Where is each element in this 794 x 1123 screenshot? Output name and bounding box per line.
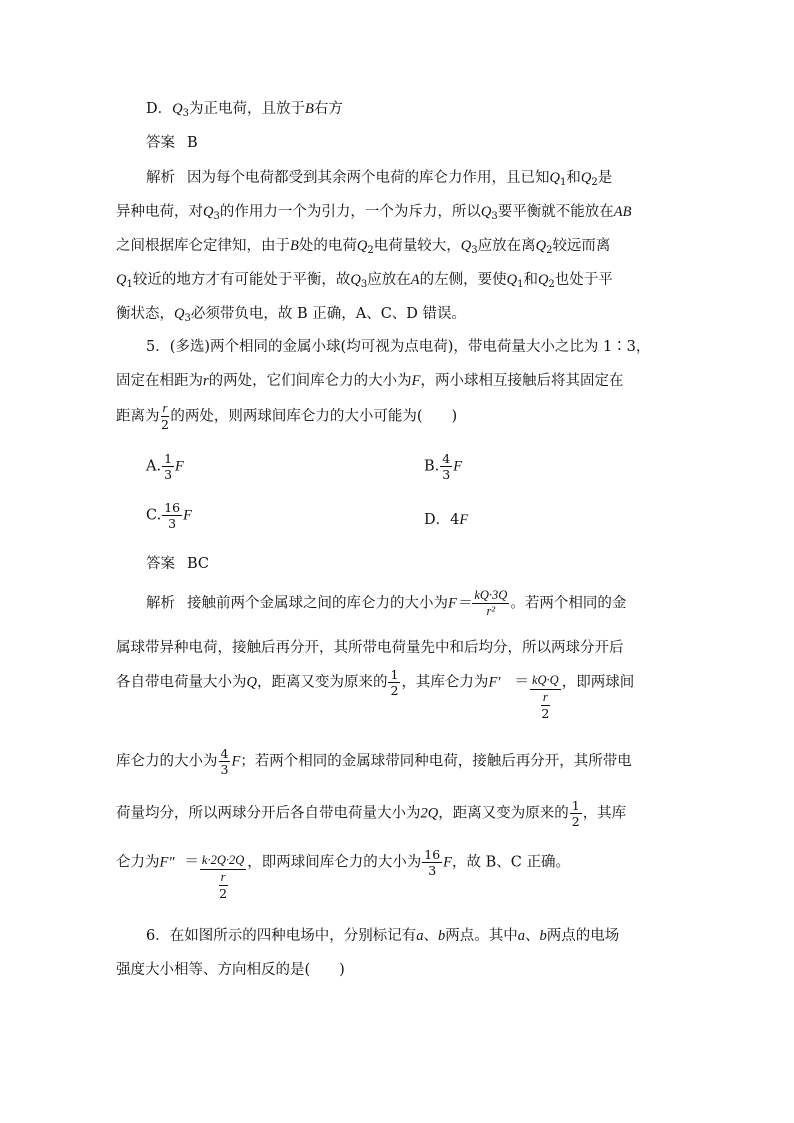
text: 3 xyxy=(360,279,368,290)
text: Q xyxy=(480,204,492,220)
question-5-line-1 xyxy=(146,340,650,355)
text: AB xyxy=(613,204,632,220)
text: 3 xyxy=(164,467,173,483)
text: 3 xyxy=(428,863,437,879)
text: 、 xyxy=(423,928,438,944)
text: 荷量均分，所以两球分开后各自带电荷量大小为 xyxy=(116,805,421,822)
text: 2 xyxy=(548,279,555,290)
text: 3 xyxy=(184,313,191,324)
explanation-label: 解析 xyxy=(146,170,175,186)
text: b xyxy=(539,928,547,944)
text: Q xyxy=(116,272,127,288)
text: 仑力为 xyxy=(116,854,160,871)
option-a xyxy=(146,452,184,481)
question-5-line-2 xyxy=(116,374,624,389)
explanation-2-line-5 xyxy=(116,799,626,828)
text: 之间根据库仑定律知，由于 xyxy=(116,238,290,254)
text: Q xyxy=(246,674,257,691)
text: r xyxy=(161,402,170,417)
text: F″ xyxy=(159,854,175,871)
text: 1 xyxy=(390,667,399,682)
text: 1 xyxy=(164,451,173,466)
text: F xyxy=(183,507,192,524)
text: ＝ xyxy=(184,854,199,871)
text: 电荷量较大， xyxy=(373,238,461,254)
text: r² xyxy=(486,604,496,619)
text: 处的电荷 xyxy=(298,238,357,254)
text: a xyxy=(517,928,525,944)
text: F xyxy=(411,373,421,389)
text: 6．在如图所示的四种电场中，分别标记有 xyxy=(146,928,417,944)
text: 2 xyxy=(541,705,550,721)
text: 3 xyxy=(220,762,229,778)
text: 16 xyxy=(424,847,441,862)
explanation-1-line-5 xyxy=(116,307,466,324)
option-label: D．4 xyxy=(424,512,460,528)
text: 1 xyxy=(571,798,580,813)
text: 1 xyxy=(517,279,524,290)
text: 的两处，它们间库仑力的大小为 xyxy=(208,373,412,389)
text: 2 xyxy=(367,245,374,256)
text: 固定在相距为 xyxy=(116,373,203,389)
explanation-2-line-1 xyxy=(146,589,626,618)
text: A xyxy=(410,272,420,288)
fraction xyxy=(440,452,452,481)
text: 衡状态， xyxy=(116,306,174,322)
text: 较近的地方才有可能处于平衡，故 xyxy=(132,272,351,288)
text: 的两处，则两球间库仑力的大小可能为( ) xyxy=(170,408,458,425)
answer-value: B xyxy=(187,135,198,151)
text: 的作用力一个为引力，一个为斥力，所以 xyxy=(219,204,481,220)
text: Q xyxy=(350,272,361,288)
text: 为正电荷，且放于 xyxy=(189,101,305,117)
explanation-1-line-3 xyxy=(116,239,610,256)
question-5-line-3 xyxy=(116,402,457,431)
text: 较远而离 xyxy=(552,238,611,254)
text: 2 xyxy=(219,885,228,901)
option-d xyxy=(424,513,468,528)
explanation-1-line-2 xyxy=(116,205,631,222)
text: 异种电荷，对 xyxy=(116,204,203,220)
text: ，即两球间库仑力的大小为 xyxy=(247,854,422,871)
text: 3 xyxy=(182,108,189,119)
fraction xyxy=(162,501,182,530)
text: ，其库仑力为 xyxy=(401,674,489,691)
text: b xyxy=(437,928,446,944)
option-b xyxy=(424,452,462,481)
text: Q xyxy=(506,272,518,288)
text: F xyxy=(459,512,469,528)
option-label: B. xyxy=(424,458,440,475)
text: ，其库 xyxy=(582,805,627,822)
text: B xyxy=(305,101,314,117)
text: 、 xyxy=(524,928,540,944)
answer-1 xyxy=(146,136,198,151)
fraction xyxy=(530,674,561,719)
fraction xyxy=(219,871,228,900)
question-6-line-2 xyxy=(116,963,345,978)
text: kQ·3Q xyxy=(472,589,509,604)
text: Q xyxy=(580,170,592,186)
text: 的左侧，要使 xyxy=(419,272,507,288)
explanation-2-line-3 xyxy=(116,668,634,720)
text: 要平衡就不能放在 xyxy=(497,204,614,220)
text: Q xyxy=(537,272,549,288)
text: ；若两个相同的金属球带同种电荷，接触后再分开，其所带电 xyxy=(240,753,632,770)
explanation-label: 解析 xyxy=(146,595,175,612)
fraction xyxy=(472,589,509,618)
explanation-2-line-6 xyxy=(116,848,570,900)
nested-fraction xyxy=(530,690,561,720)
text: 3 xyxy=(213,211,220,222)
text: Q xyxy=(535,238,547,254)
text: F xyxy=(443,854,453,871)
fraction xyxy=(200,854,246,899)
text: 接触前两个金属球之间的库仑力的大小为 xyxy=(187,595,448,612)
answer-label: 答案 xyxy=(146,135,175,151)
text: 2 xyxy=(591,177,598,188)
text: r xyxy=(203,373,209,389)
text: 2 xyxy=(160,417,169,433)
text: 2 xyxy=(390,683,399,699)
text: 2 xyxy=(546,245,553,256)
text: 是 xyxy=(597,170,613,186)
text: 应放在离 xyxy=(477,238,536,254)
question-6-line-1 xyxy=(146,929,619,944)
text: ，距离又变为原来的 xyxy=(256,674,388,691)
fraction xyxy=(162,452,174,481)
text: 3 xyxy=(442,467,451,483)
text: F＝ xyxy=(448,595,472,612)
text: 3 xyxy=(471,245,478,256)
text: a xyxy=(416,928,424,944)
text: 强度大小相等、方向相反的是( ) xyxy=(116,962,345,978)
text: 应放在 xyxy=(367,272,411,288)
text: D． xyxy=(146,101,173,117)
text: F xyxy=(453,458,463,475)
text: 右方 xyxy=(313,101,343,117)
text: Q xyxy=(172,101,183,117)
text: 16 xyxy=(164,500,181,515)
text: ＝ xyxy=(514,674,529,691)
text: F′ xyxy=(488,674,501,691)
text: 1 xyxy=(559,177,567,188)
text: 和 xyxy=(523,272,538,288)
option-label: A. xyxy=(146,458,162,475)
text: Q xyxy=(549,170,560,186)
explanation-2-line-2 xyxy=(116,641,624,656)
explanation-2-line-4 xyxy=(116,747,632,776)
text: Q xyxy=(356,238,368,254)
text: 距离为 xyxy=(116,408,160,425)
fraction xyxy=(219,747,231,776)
fraction xyxy=(388,668,400,697)
text: ，距离又变为原来的 xyxy=(438,805,569,822)
text: B xyxy=(290,238,299,254)
text: 3 xyxy=(491,211,498,222)
text: 。若两个相同的金 xyxy=(510,595,627,612)
text: F xyxy=(231,753,241,770)
option-c xyxy=(146,501,192,530)
text: Q xyxy=(460,238,472,254)
text: 也处于平 xyxy=(554,272,613,288)
option-label: C. xyxy=(146,507,162,524)
text: 5．(多选)两个相同的金属小球(均可视为点电荷)，带电荷量大小之比为 1∶3， xyxy=(146,339,651,355)
text: 两点的电场 xyxy=(546,928,620,944)
nested-fraction xyxy=(200,870,246,900)
fraction xyxy=(570,799,582,828)
text: 库仑力的大小为 xyxy=(116,753,218,770)
explanation-1-line-1 xyxy=(146,171,612,188)
text: ，即两球间 xyxy=(561,674,635,691)
explanation-1-line-4 xyxy=(116,273,613,290)
text: r xyxy=(219,871,228,886)
fraction xyxy=(422,848,442,877)
text: 1 xyxy=(126,279,133,290)
text: r xyxy=(541,691,550,706)
text: 必须带负电，故 B 正确，A、C、D 错误。 xyxy=(190,306,467,322)
text: kQ·Q xyxy=(530,674,561,689)
answer-value: BC xyxy=(187,556,210,572)
fraction-r-over-2 xyxy=(161,402,170,431)
text: 4 xyxy=(442,451,451,466)
answer-2 xyxy=(146,557,209,572)
text: 属球带异种电荷，接触后再分开，其所带电荷量先中和后均分，所以两球分开后 xyxy=(116,640,624,656)
text: 两点。其中 xyxy=(445,928,518,944)
text: 因为每个电荷都受到其余两个电荷的库仑力作用，且已知 xyxy=(187,170,550,186)
text: k·2Q·2Q xyxy=(200,854,246,869)
text: 2 xyxy=(571,814,580,830)
text: F xyxy=(175,458,184,475)
text: ，故 B、C 正确。 xyxy=(452,854,570,871)
text: 各自带电荷量大小为 xyxy=(116,674,247,691)
text: 2Q xyxy=(420,805,439,822)
text: ，两小球相互接触后将其固定在 xyxy=(420,373,624,389)
text: 4 xyxy=(220,746,229,761)
option-d-line xyxy=(146,102,343,119)
fraction xyxy=(541,691,550,720)
text: 和 xyxy=(566,170,581,186)
answer-label: 答案 xyxy=(146,556,175,572)
text: Q xyxy=(174,306,185,322)
text: 3 xyxy=(168,516,177,532)
text: Q xyxy=(203,204,214,220)
